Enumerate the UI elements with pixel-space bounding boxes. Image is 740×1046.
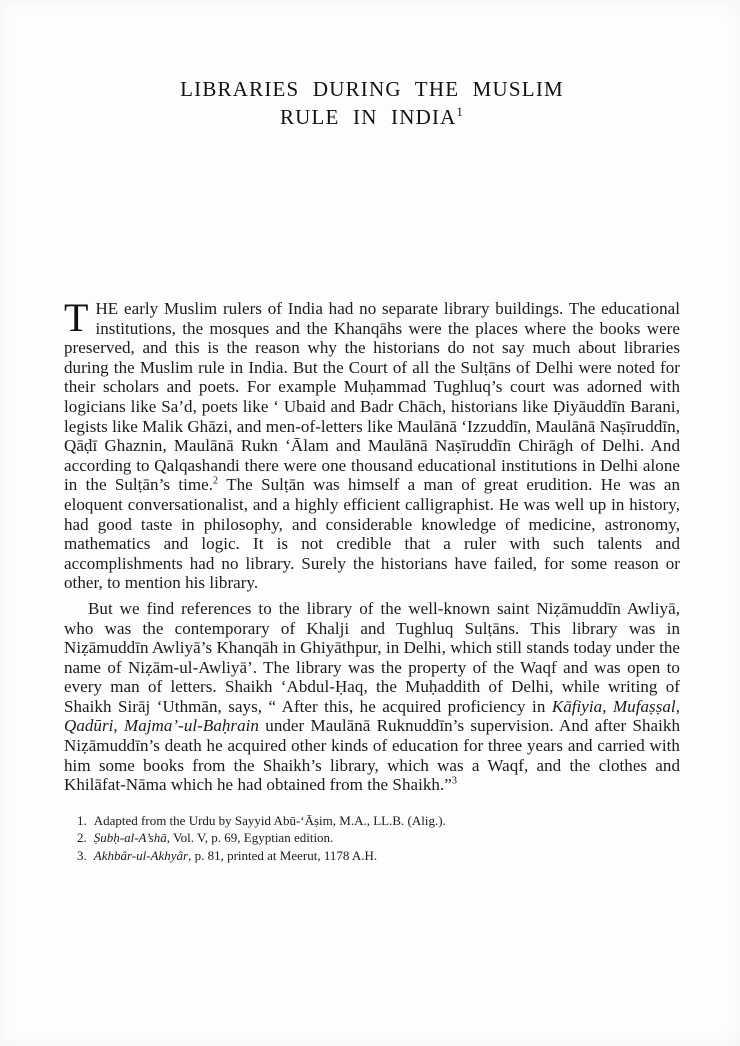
page-content xyxy=(64,0,680,864)
page-title xyxy=(64,75,680,131)
footnote-1-number: 1. xyxy=(77,812,87,828)
drop-cap: T xyxy=(64,295,89,340)
paragraph-1-text: HE early Muslim rulers of India had no separate library buildings. The educational institutions, the mosques and the Khanqāhs were the places where the books were preserved, and this is the reason why the historians do not say much about libraries during the Muslim rule in India. But the Court of all the Sulṭāns of Delhi were noted for their scholars and poets. For example Muḥammad Tughluq’s court was adorned with logicians like Sa’d, poets like ‘ Ubaid and Badr Chāch, historians like Ḍiyāuddīn Barani, legists like Malik Ghāzi, and men-of-letters like Maulānā ‘Izzuddīn, Maulānā Naṣīruddīn, Qāḍī Ghaznin, Maulānā Rukn ‘Ālam and Maulānā Naṣīruddīn Chirāgh of Delhi. And according to Qalqashandi there were one thousand educational institutions in Delhi alone in the Sulṭān’s time.$^2$ The Sulṭān was himself a man of great erudition. He was an eloquent conversationalist, and a highly efficient calligraphist. He was well up in history, had good taste in philosophy, and considerable knowledge of medicine, astronomy, mathematics and logic. It is not credible that a ruler with such talents and accomplishments had no library. Surely the historians have failed, for some reason or other, to mention his library. xyxy=(64,299,680,593)
article-body xyxy=(64,295,680,795)
footnote-1-text: Adapted from the Urdu by Sayyid Abū-‘Āṣim, M.A., LL.B. (Alig.). xyxy=(93,812,446,828)
page-title-line-1: LIBRARIES DURING THE MUSLIM xyxy=(180,77,564,101)
footnote-3-number: 3. xyxy=(77,847,87,863)
footnote-3-text: Akhbâr-ul-Akhyâr, p. 81, printed at Meerut, 1178 A.H. xyxy=(93,847,378,863)
footnote-item-3 xyxy=(77,847,680,865)
page-title-line-2: RULE IN INDIA$^1$ xyxy=(279,105,465,129)
footnotes-section xyxy=(64,812,680,865)
footnote-item-2 xyxy=(77,829,680,847)
body-paragraph-2: But we find references to the library of the well-known saint Niẓāmuddīn Awliyā, who was the contemporary of Khalji and Tughluq Sulṭāns. This library was in Niẓāmuddīn Awliyā’s Khanqāh in Ghiyāthpur, in Delhi, which still stands today under the name of Niẓām-ul-Awliyā’. The library was the property of the Waqf and was open to every man of letters. Shaikh ‘Abdul-Ḥaq, the Muḥaddith of Delhi, while writing of Shaikh Sirāj ‘Uthmān, says, “ After this, he acquired proficiency in Kāfiyia, Mufaṣṣal, Qadūri, Majma’-ul-Baḥrain under Maulānā Ruknuddīn’s supervision. And after Shaikh Niẓāmuddīn’s death he acquired other kinds of education for three years and carried with him some books from the Shaikh’s library, which was a Waqf, and the clothes and Khilāfat-Nāma which he had obtained from the Shaikh.”$^3$ xyxy=(64,598,680,795)
footnote-2-number: 2. xyxy=(77,830,87,846)
body-paragraph-1 xyxy=(64,295,680,593)
footnote-2-text: Ṣubḥ-al-A’shā, Vol. V, p. 69, Egyptian edition. xyxy=(93,830,334,846)
footnote-item-1 xyxy=(77,812,680,830)
